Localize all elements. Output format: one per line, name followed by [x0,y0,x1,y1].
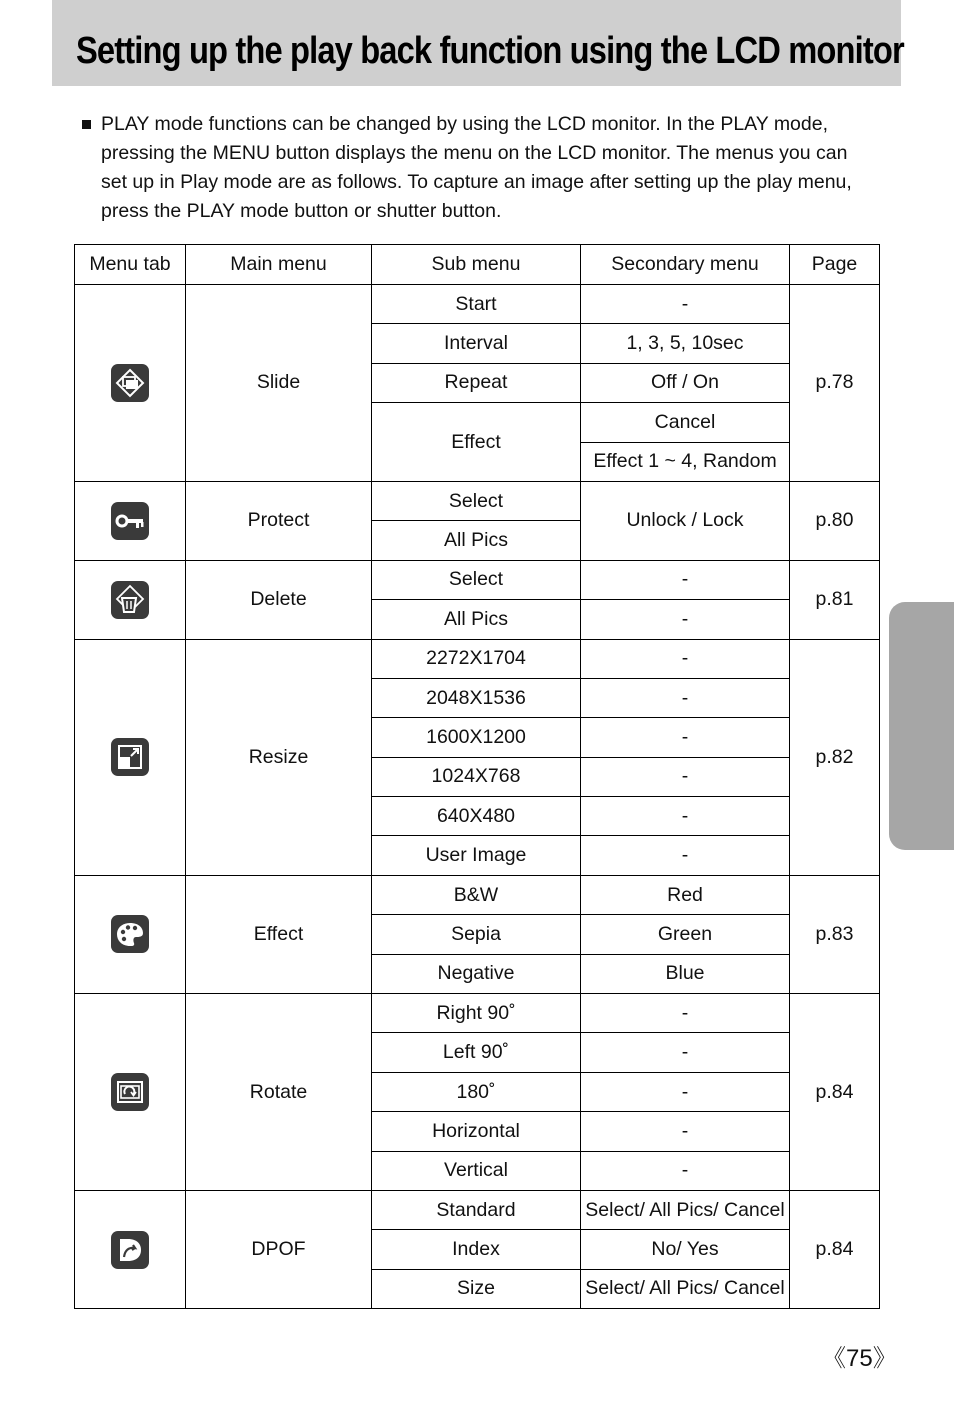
sub-menu-cell: Negative [372,954,581,993]
sub-menu-cell: Select [372,481,581,520]
sub-menu-cell: 180˚ [372,1072,581,1111]
header-menu-tab: Menu tab [75,245,186,285]
secondary-menu-cell: - [581,1112,790,1151]
table-row [75,875,880,914]
sub-menu-cell: Right 90˚ [372,994,581,1033]
main-menu-cell: Resize [186,639,372,875]
menu-tab-cell [75,481,186,560]
intro-paragraph [82,110,872,226]
secondary-menu-cell: - [581,797,790,836]
resize-icon [111,738,149,776]
sub-menu-cell: Index [372,1230,581,1269]
secondary-menu-cell: Select/ All Pics/ Cancel [581,1269,790,1308]
menu-tab-cell [75,875,186,993]
table-row [75,481,880,520]
sub-menu-cell: Start [372,285,581,324]
secondary-menu-cell: - [581,678,790,717]
sub-menu-cell: Interval [372,324,581,363]
menu-tab-cell [75,1190,186,1308]
secondary-menu-cell: - [581,994,790,1033]
secondary-menu-cell: - [581,639,790,678]
secondary-menu-cell: - [581,1151,790,1190]
sub-menu-cell: 2048X1536 [372,678,581,717]
main-menu-cell: Effect [186,875,372,993]
secondary-menu-cell: 1, 3, 5, 10sec [581,324,790,363]
sub-menu-cell: Left 90˚ [372,1033,581,1072]
sub-menu-cell: Standard [372,1190,581,1229]
page-cell: p.83 [790,875,880,993]
table-row [75,285,880,324]
dpof-icon [111,1231,149,1269]
sub-menu-cell: User Image [372,836,581,875]
delete-trash-icon [111,581,149,619]
sub-menu-cell: Sepia [372,915,581,954]
secondary-menu-cell: No/ Yes [581,1230,790,1269]
secondary-menu-cell: - [581,757,790,796]
sub-menu-cell: 2272X1704 [372,639,581,678]
menu-tab-cell [75,639,186,875]
secondary-menu-cell: Effect 1 ~ 4, Random [581,442,790,481]
table-row [75,560,880,599]
page-cell: p.81 [790,560,880,639]
menu-tab-cell [75,560,186,639]
page-cell: p.78 [790,285,880,482]
bullet-square [82,120,91,129]
secondary-menu-cell: Red [581,875,790,914]
secondary-menu-cell: - [581,600,790,639]
rotate-icon [111,1073,149,1111]
header-page: Page [790,245,880,285]
secondary-menu-cell: - [581,1033,790,1072]
secondary-menu-cell: Cancel [581,403,790,442]
page-number: 《75》 [822,1345,897,1372]
secondary-menu-cell: Green [581,915,790,954]
sub-menu-cell: Horizontal [372,1112,581,1151]
secondary-menu-cell: - [581,836,790,875]
sub-menu-cell: Select [372,560,581,599]
main-menu-cell: Delete [186,560,372,639]
header-main-menu: Main menu [186,245,372,285]
page-cell: p.84 [790,994,880,1191]
sub-menu-cell: Size [372,1269,581,1308]
sub-menu-cell: Effect [372,403,581,482]
menu-tab-cell [75,994,186,1191]
main-menu-cell: Rotate [186,994,372,1191]
sub-menu-cell: 1024X768 [372,757,581,796]
effect-palette-icon [111,915,149,953]
secondary-menu-cell: Blue [581,954,790,993]
sub-menu-cell: Repeat [372,363,581,402]
page-cell: p.82 [790,639,880,875]
sub-menu-cell: 640X480 [372,797,581,836]
menu-tab-cell [75,285,186,482]
chapter-side-tab [889,602,954,850]
sub-menu-cell: All Pics [372,600,581,639]
table-row [75,994,880,1033]
main-menu-cell: Protect [186,481,372,560]
table-header-row [75,245,880,285]
table-row [75,639,880,678]
page-cell: p.84 [790,1190,880,1308]
sub-menu-cell: B&W [372,875,581,914]
sub-menu-cell: All Pics [372,521,581,560]
protect-key-icon [111,502,149,540]
header-sub-menu: Sub menu [372,245,581,285]
title-band [52,0,904,86]
secondary-menu-cell: - [581,560,790,599]
play-menu-table [74,244,880,1309]
table-row [75,1190,880,1229]
page-cell: p.80 [790,481,880,560]
page-title: Setting up the play back function using the LCD monitor [76,30,904,72]
main-menu-cell: Slide [186,285,372,482]
header-secondary-menu: Secondary menu [581,245,790,285]
slide-show-icon [111,364,149,402]
sub-menu-cell: Vertical [372,1151,581,1190]
secondary-menu-cell: - [581,285,790,324]
secondary-menu-cell: Unlock / Lock [581,481,790,560]
intro-text: PLAY mode functions can be changed by using the LCD monitor. In the PLAY mode, pressing the MENU button displays the menu on the LCD monitor. The menus you can set up in Play mode are as follows. To capture an image after setting up the play menu, press the PLAY mode button or shutter button. [101,113,852,222]
secondary-menu-cell: Off / On [581,363,790,402]
secondary-menu-cell: Select/ All Pics/ Cancel [581,1190,790,1229]
secondary-menu-cell: - [581,718,790,757]
sub-menu-cell: 1600X1200 [372,718,581,757]
secondary-menu-cell: - [581,1072,790,1111]
main-menu-cell: DPOF [186,1190,372,1308]
